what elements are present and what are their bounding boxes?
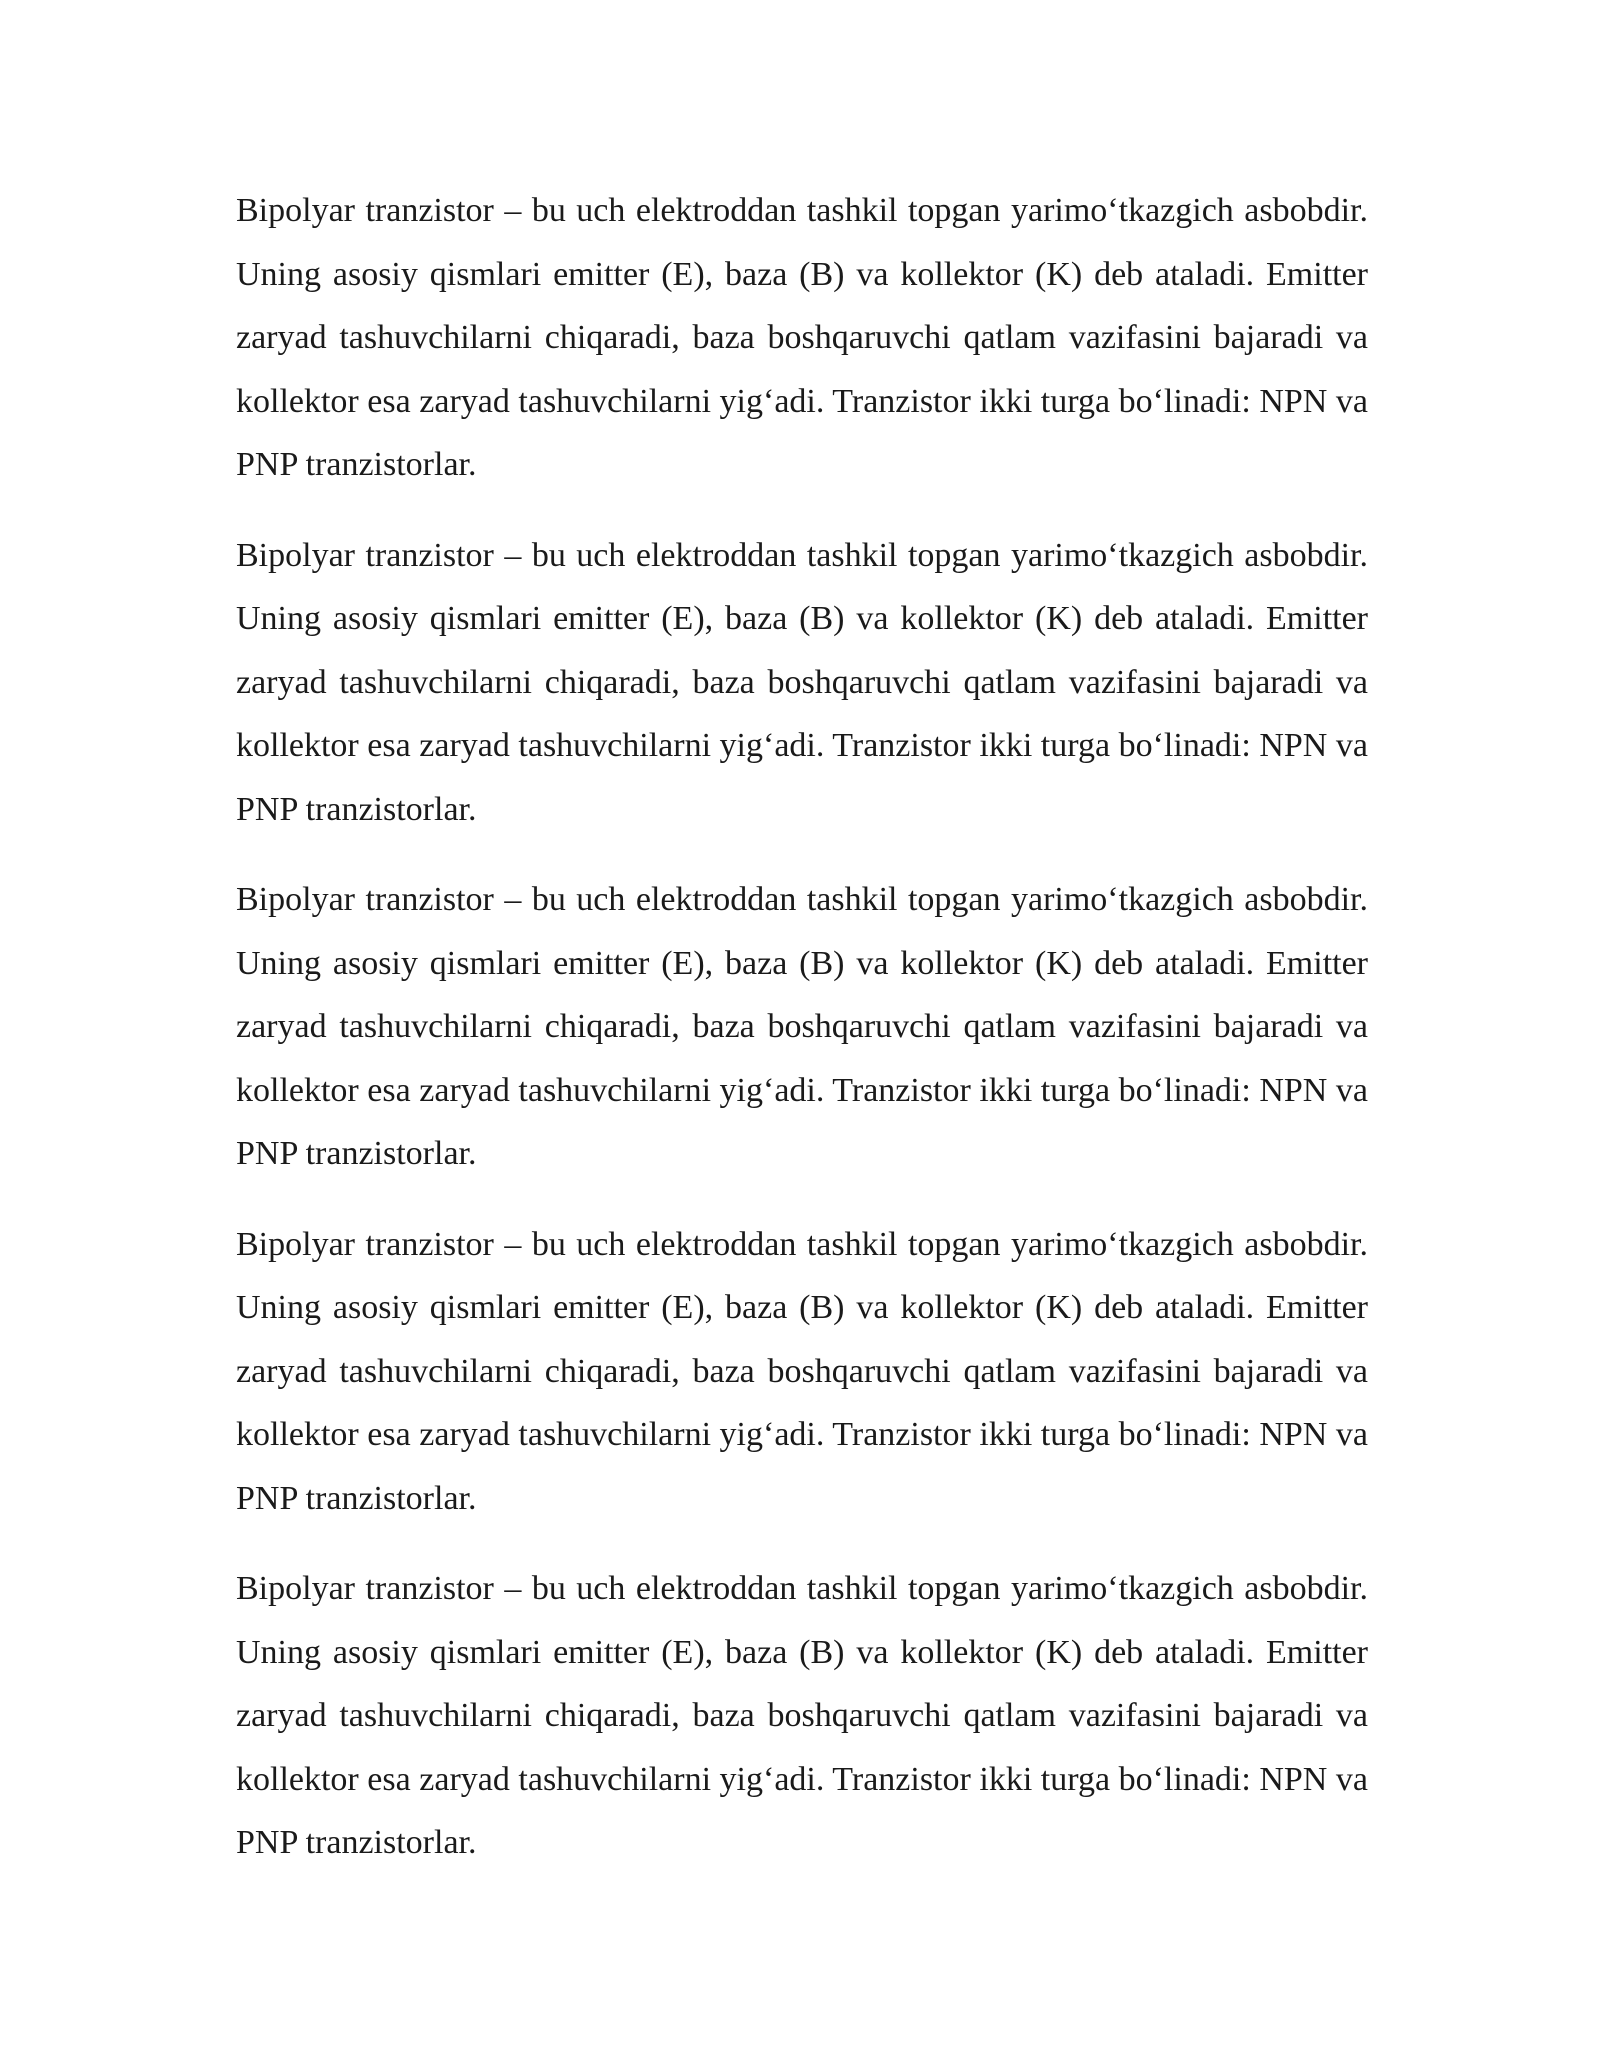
body-text <box>236 179 1368 1902</box>
paragraph: Bipolyar tranzistor – bu uch elektroddan tashkil topgan yarimo‘tkazgich asbobdir. Uning asosiy qismlari emitter (E), baza (B) va kollektor (K) deb ataladi. Emitter zaryad tashuvchilarni chiqaradi, baza boshqaruvchi qatlam vazifasini bajaradi va kollektor esa zaryad tashuvchilarni yig‘adi. Tranzistor ikki turga bo‘linadi: NPN va PNP tranzistorlar. <box>236 1570 1368 1861</box>
paragraph: Bipolyar tranzistor – bu uch elektroddan tashkil topgan yarimo‘tkazgich asbobdir. Uning asosiy qismlari emitter (E), baza (B) va kollektor (K) deb ataladi. Emitter zaryad tashuvchilarni chiqaradi, baza boshqaruvchi qatlam vazifasini bajaradi va kollektor esa zaryad tashuvchilarni yig‘adi. Tranzistor ikki turga bo‘linadi: NPN va PNP tranzistorlar. <box>236 881 1368 1172</box>
paragraph: Bipolyar tranzistor – bu uch elektroddan tashkil topgan yarimo‘tkazgich asbobdir. Uning asosiy qismlari emitter (E), baza (B) va kollektor (K) deb ataladi. Emitter zaryad tashuvchilarni chiqaradi, baza boshqaruvchi qatlam vazifasini bajaradi va kollektor esa zaryad tashuvchilarni yig‘adi. Tranzistor ikki turga bo‘linadi: NPN va PNP tranzistorlar. <box>236 1225 1368 1517</box>
paragraph: Bipolyar tranzistor – bu uch elektroddan tashkil topgan yarimo‘tkazgich asbobdir. Uning asosiy qismlari emitter (E), baza (B) va kollektor (K) deb ataladi. Emitter zaryad tashuvchilarni chiqaradi, baza boshqaruvchi qatlam vazifasini bajaradi va kollektor esa zaryad tashuvchilarni yig‘adi. Tranzistor ikki turga bo‘linadi: NPN va PNP tranzistorlar. <box>236 536 1368 828</box>
paragraph: Bipolyar tranzistor – bu uch elektroddan tashkil topgan yarimo‘tkazgich asbobdir. Uning asosiy qismlari emitter (E), baza (B) va kollektor (K) deb ataladi. Emitter zaryad tashuvchilarni chiqaradi, baza boshqaruvchi qatlam vazifasini bajaradi va kollektor esa zaryad tashuvchilarni yig‘adi. Tranzistor ikki turga bo‘linadi: NPN va PNP tranzistorlar. <box>236 192 1368 483</box>
